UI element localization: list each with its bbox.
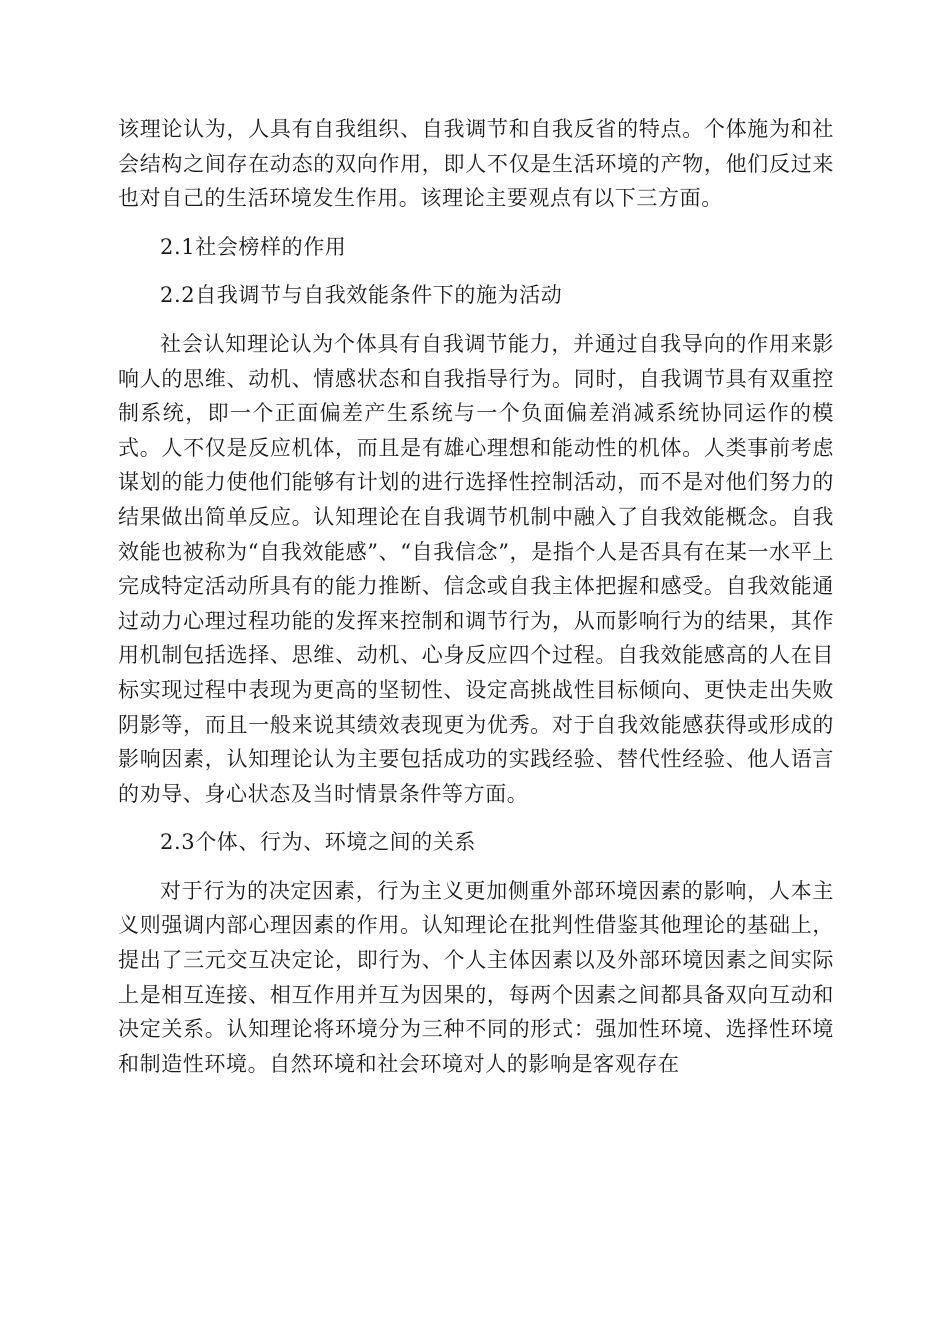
- paragraph-gap: [118, 860, 834, 874]
- paragraph-intro: 该理论认为，人具有自我组织、自我调节和自我反省的特点。个体施为和社会结构之间存在动态的双向作用，即人不仅是生活环境的产物，他们反过来也对自己的生活环境发生作用。该理论主要观点有以下三方面。: [118, 117, 834, 211]
- paragraph-gap: [118, 313, 834, 327]
- paragraph-gap: [118, 216, 834, 230]
- section-heading-2-1: 2.1社会榜样的作用: [160, 234, 347, 259]
- paragraph-triadic-reciprocal: 对于行为的决定因素，行为主义更加侧重外部环境因素的影响，人本主义则强调内部心理因素的作用。认知理论在批判性借鉴其他理论的基础上，提出了三元交互决定论，即行为、个人主体因素以及外部环境因素之间实际上是相互连接、相互作用并互为因果的，每两个因素之间都具备双向互动和决定关系。认知理论将环境分为三种不同的形式：强加性环境、选择性环境和制造性环境。自然环境和社会环境对人的影响是客观存在: [118, 878, 834, 1076]
- section-heading-2-2: 2.2自我调节与自我效能条件下的施为活动: [160, 283, 563, 308]
- paragraph-gap: [118, 811, 834, 825]
- paragraph-gap: [118, 264, 834, 278]
- paragraph-self-regulation: 社会认知理论认为个体具有自我调节能力，并通过自我导向的作用来影响人的思维、动机、情感状态和自我指导行为。同时，自我调节具有双重控制系统，即一个正面偏差产生系统与一个负面偏差消减系统协同运作的模式。人不仅是反应机体，而且是有雄心理想和能动性的机体。人类事前考虑谋划的能力使他们能够有计划的进行选择性控制活动，而不是对他们努力的结果做出简单反应。认知理论在自我调节机制中融入了自我效能概念。自我效能也被称为“自我效能感”、“自我信念”，是指个人是否具有在某一水平上完成特定活动所具有的能力推断、信念或自我主体把握和感受。自我效能通过动力心理过程功能的发挥来控制和调节行为，从而影响行为的结果，其作用机制包括选择、思维、动机、心身反应四个过程。自我效能感高的人在目标实现过程中表现为更高的坚韧性、设定高挑战性目标倾向、更快走出失败阴影等，而且一般来说其绩效表现更为优秀。对于自我效能感获得或形成的影响因素，认知理论认为主要包括成功的实践经验、替代性经验、他人语言的劝导、身心状态及当时情景条件等方面。: [118, 331, 834, 806]
- document-body: [118, 112, 834, 1081]
- section-heading-2-3: 2.3个体、行为、环境之间的关系: [160, 830, 476, 855]
